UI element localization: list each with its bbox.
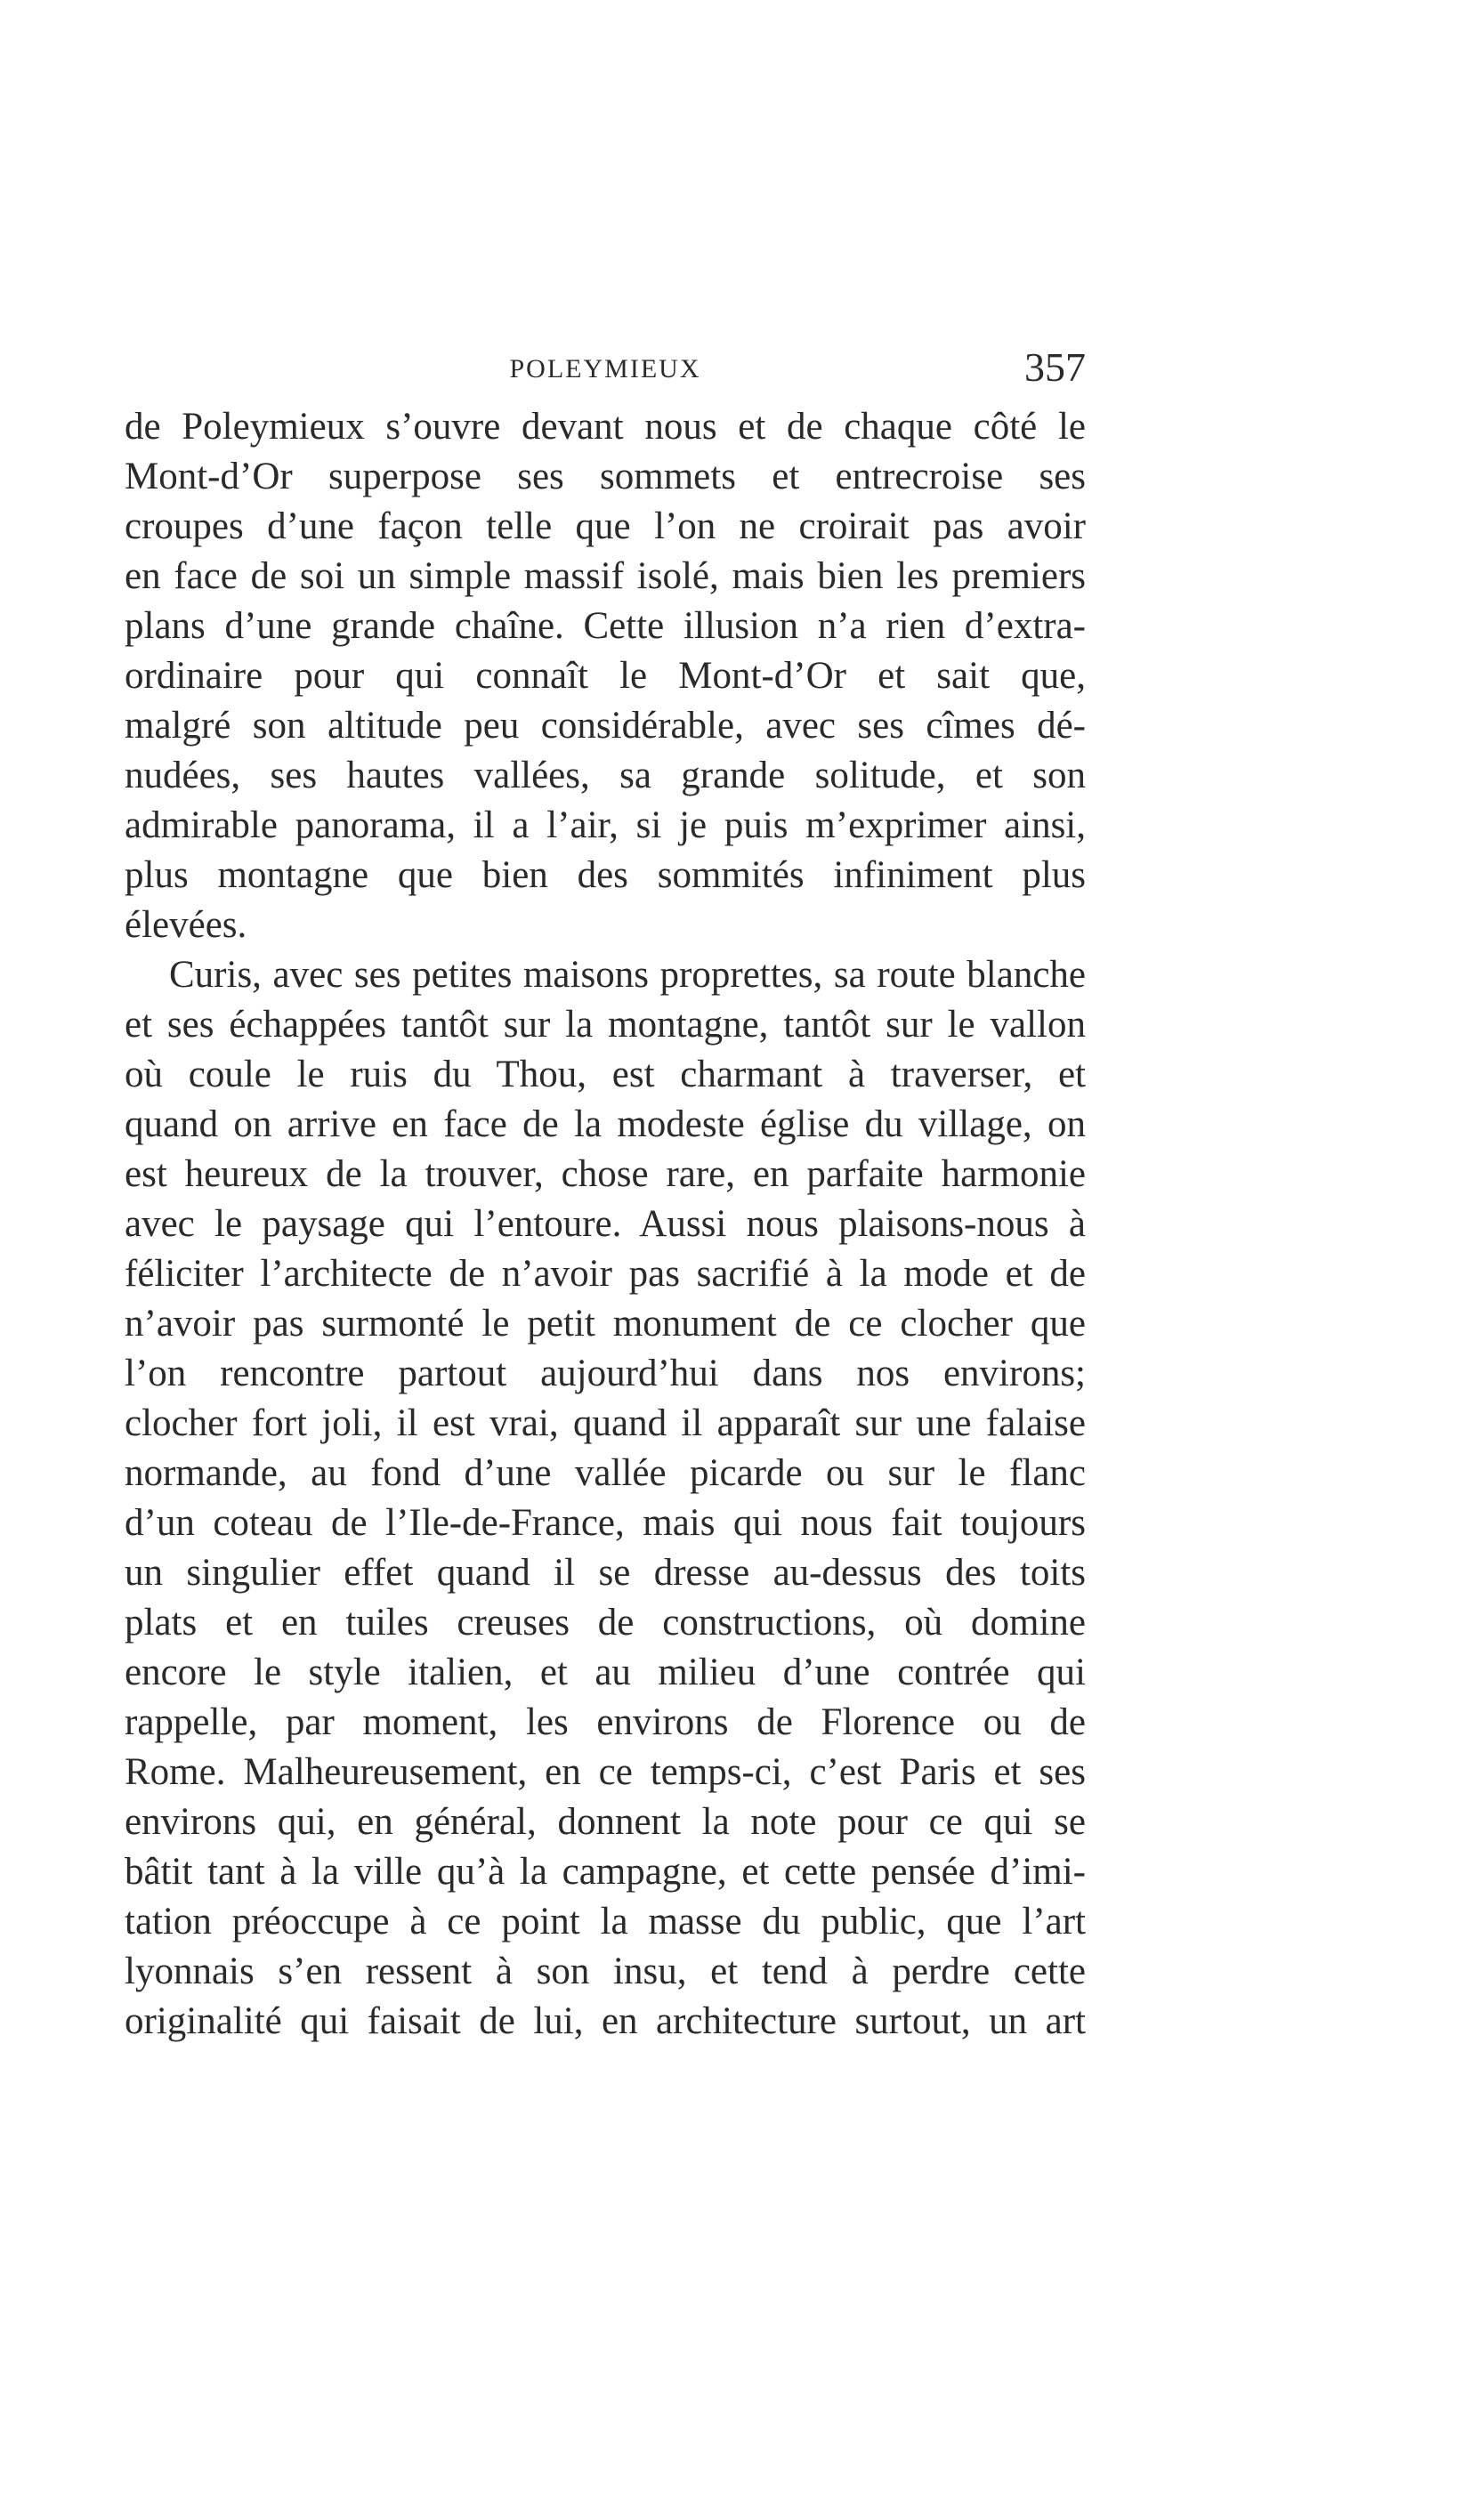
running-title: POLEYMIEUX [509,354,701,384]
text-line: où coule le ruis du Thou, est charmant à traverser, et [125,1054,1086,1095]
text-line: plus montagne que bien des sommités infiniment plus [125,854,1086,896]
text-line: et ses échappées tantôt sur la montagne, tantôt sur le vallon [125,1004,1086,1046]
text-line: clocher fort joli, il est vrai, quand il apparaît sur une falaise [125,1402,1086,1444]
body-text [125,402,1086,2047]
text-line: malgré son altitude peu considérable, avec ses cîmes dé- [125,705,1086,747]
text-line: de Poleymieux s’ouvre devant nous et de chaque côté le [125,406,1086,448]
text-line: admirable panorama, il a l’air, si je puis m’exprimer ainsi, [125,804,1086,846]
text-line: nudées, ses hautes vallées, sa grande solitude, et son [125,755,1086,796]
text-line: en face de soi un simple massif isolé, mais bien les premiers [125,555,1086,597]
text-line: ordinaire pour qui connaît le Mont-d’Or et sait que, [125,655,1086,697]
text-line: lyonnais s’en ressent à son insu, et tend à perdre cette [125,1951,1086,1992]
text-line: est heureux de la trouver, chose rare, en parfaite harmonie [125,1153,1086,1195]
running-header [125,338,1086,400]
text-line: Curis, avec ses petites maisons proprettes, sa route blanche [169,954,1086,996]
paragraph-1 [125,402,1086,950]
text-line: d’un coteau de l’Ile-de-France, mais qui nous fait toujours [125,1502,1086,1544]
text-line: originalité qui faisait de lui, en architecture surtout, un art [125,2000,1086,2042]
text-line: quand on arrive en face de la modeste église du village, on [125,1103,1086,1145]
text-line: encore le style italien, et au milieu d’une contrée qui [125,1652,1086,1693]
page-number: 357 [1024,344,1086,390]
text-line: l’on rencontre partout aujourd’hui dans nos environs; [125,1353,1086,1394]
text-line: croupes d’une façon telle que l’on ne croirait pas avoir [125,505,1086,547]
text-line: n’avoir pas surmonté le petit monument de ce clocher que [125,1303,1086,1345]
text-line: un singulier effet quand il se dresse au-dessus des toits [125,1552,1086,1594]
text-line: élevées. [125,904,247,946]
text-line: tation préoccupe à ce point la masse du public, que l’art [125,1901,1086,1942]
text-line: plans d’une grande chaîne. Cette illusion n’a rien d’extra- [125,605,1086,647]
text-line: plats et en tuiles creuses de constructions, où domine [125,1602,1086,1644]
text-line: féliciter l’architecte de n’avoir pas sacrifié à la mode et de [125,1253,1086,1295]
paragraph-2 [125,950,1086,2047]
text-line: Mont-d’Or superpose ses sommets et entrecroise ses [125,456,1086,497]
text-line: environs qui, en général, donnent la note pour ce qui se [125,1801,1086,1843]
text-line: normande, au fond d’une vallée picarde ou sur le flanc [125,1452,1086,1494]
text-line: Rome. Malheureusement, en ce temps-ci, c’est Paris et ses [125,1751,1086,1793]
text-line: bâtit tant à la ville qu’à la campagne, et cette pensée d’imi- [125,1851,1086,1893]
text-line: avec le paysage qui l’entoure. Aussi nous plaisons-nous à [125,1203,1086,1245]
text-line: rappelle, par moment, les environs de Florence ou de [125,1701,1086,1743]
